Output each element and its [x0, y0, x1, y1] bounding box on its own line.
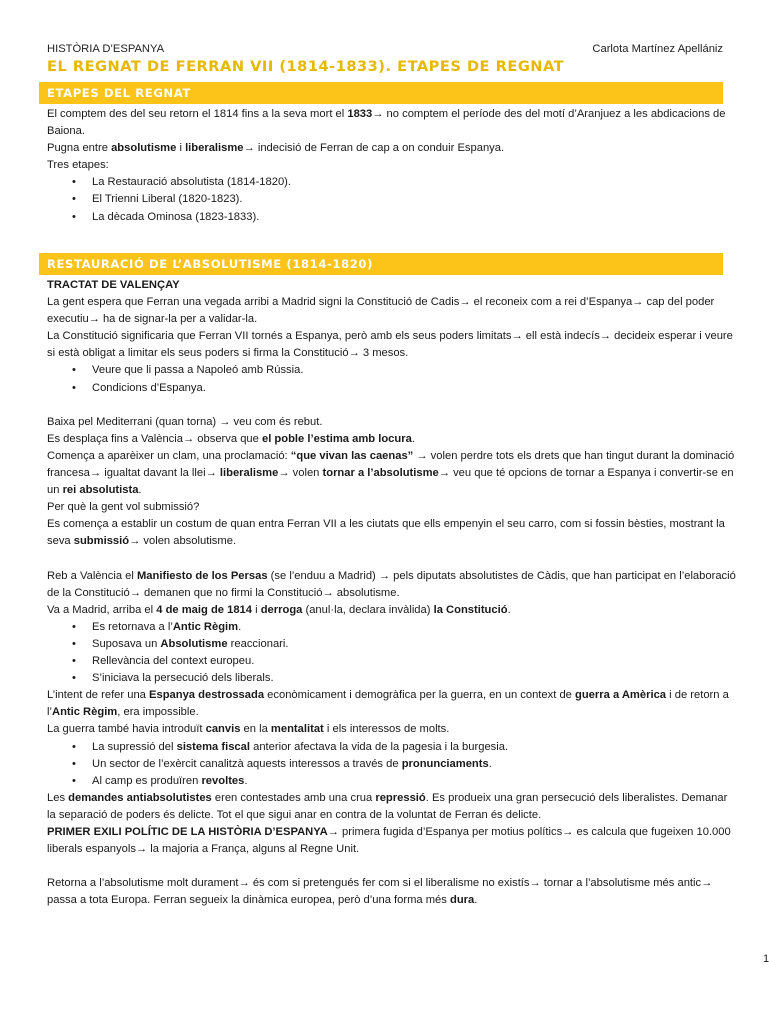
text-run: La Constitució significaria que Ferran VII tornés a Espanya, però amb els seus poders limitats→ ell està indecís→ decideix esperar i veure si està obligat a limitar els seus poders si firma la Constitució→ 3 mesos.	[47, 330, 733, 360]
bullet-item	[47, 619, 737, 636]
text-run: → volen	[278, 467, 323, 480]
document-title: EL REGNAT DE FERRAN VII (1814-1833). ETAPES DE REGNAT	[47, 58, 565, 75]
text-run: i els interessos de molts.	[323, 723, 450, 736]
bold-text: Manifiesto de los Persas	[136, 569, 268, 582]
header-author: Carlota Martínez Apellániz	[592, 43, 723, 55]
text-run: .	[474, 894, 478, 907]
paragraph-spacer	[47, 551, 737, 568]
paragraph	[47, 790, 737, 824]
text-run: Les	[47, 791, 69, 804]
bullet-item	[47, 636, 737, 653]
text-run: . Es produeix una gran persecució dels liberalistes. Demanar la separació de poders és delicte. Tot el que sigui anar en contra de la voluntat de Ferran és delicte.	[47, 791, 728, 821]
bullet-item	[47, 380, 737, 397]
bold-text: Antic Règim	[172, 620, 239, 633]
section-body-restauracio	[47, 277, 737, 909]
text-run: (se l’enduu a Madrid) → pels diputats absolutistes de Càdis, que han participat en l’elaboració de la Constitució→ demanen que no firmi la Constitució→ absolutisme.	[47, 569, 736, 599]
text-run: Es comença a establir un costum de quan entra Ferran VII a les ciutats que ells empenyin el seu carro, com si fossin bèsties, mostrant la seva	[47, 518, 725, 548]
paragraph	[47, 106, 737, 140]
paragraph	[47, 328, 737, 362]
text-run: Baixa pel Mediterrani (quan torna) → veu com és rebut.	[47, 415, 323, 428]
text-run: → volen absolutisme.	[129, 535, 237, 548]
bold-text: 4 de maig de 1814	[156, 603, 253, 616]
text-run: Per què la gent vol submissió?	[47, 501, 200, 514]
section-heading-etapes: ETAPES DEL REGNAT	[39, 82, 723, 104]
paragraph	[47, 140, 737, 157]
bullet-item	[47, 209, 737, 226]
header-subject: HISTÒRIA D’ESPANYA	[47, 43, 165, 55]
text-run: (anul·la, declara invàlida)	[302, 603, 434, 616]
bold-text: demandes antiabsolutistes	[68, 791, 212, 804]
text-run: → veu que té opcions de tornar a Espanya i convertir-se en un	[47, 467, 734, 497]
paragraph	[47, 516, 737, 550]
text-run: → primera fugida d’Espanya per motius polítics→ es calcula que fugeixen 10.000 liberals espanyols→ la majoria a França, alguns al Regne Unit.	[47, 826, 731, 856]
text-run: , era impossible.	[117, 706, 199, 719]
bold-text: “que vivan las caenas”	[290, 449, 414, 462]
bold-text: pronunciaments	[401, 757, 489, 770]
bold-text: TRACTAT DE VALENÇAY	[47, 279, 180, 291]
text-run: Reb a València el	[47, 569, 137, 582]
text-run: Va a Madrid, arriba el	[47, 603, 157, 616]
text-run: Pugna entre	[47, 142, 112, 155]
bold-text: 1833→	[347, 108, 384, 120]
paragraph	[47, 294, 737, 328]
bold-text: la Constitució	[433, 603, 508, 616]
bold-text: mentalitat	[270, 723, 324, 736]
text-run: Rellevància del context europeu.	[92, 655, 255, 668]
bold-text: guerra a Amèrica	[575, 689, 667, 702]
text-run: anterior afectava la vida de la pagesia i la burgesia.	[249, 740, 509, 753]
text-run: .	[507, 603, 511, 616]
text-run: en la	[240, 723, 271, 736]
bold-text: submissió	[73, 535, 130, 548]
text-run: .	[488, 757, 492, 770]
paragraph	[47, 448, 737, 499]
bold-text: liberalisme	[185, 142, 244, 155]
section-heading-restauracio: RESTAURACIÓ DE L’ABSOLUTISME (1814-1820)	[39, 253, 723, 275]
bold-text: revoltes	[201, 774, 245, 787]
text-run: La gent espera que Ferran una vegada arribi a Madrid signi la Constitució de Cadis→ el reconeix com a rei d’Espanya→ cap del poder executiu→ ha de signar-la per a validar-la.	[47, 296, 715, 326]
paragraph	[47, 687, 737, 721]
paragraph	[47, 277, 737, 294]
bold-text: canvis	[205, 723, 241, 736]
text-run: Es retornava a l’	[92, 620, 173, 633]
text-run: i	[252, 603, 261, 616]
text-run: i	[176, 142, 186, 155]
text-run: econòmicament i demogràfica per la guerra, en un context de	[264, 689, 576, 702]
paragraph	[47, 431, 737, 448]
bullet-item	[47, 773, 737, 790]
bold-text: Antic Règim	[51, 706, 118, 719]
text-run: → indecisió de Ferran de cap a on conduir Espanya.	[243, 142, 505, 155]
text-run: Suposava un	[92, 637, 161, 650]
bullet-item	[47, 670, 737, 687]
bold-text: sistema fiscal	[176, 740, 250, 753]
text-run: Veure que li passa a Napoleó amb Rússia.	[92, 364, 304, 377]
text-run: La supressió del	[92, 740, 177, 753]
text-run: S’iniciava la persecució dels liberals.	[92, 672, 274, 685]
text-run: no comptem el període des del motí d’Aranjuez a les abdicacions de Baiona.	[47, 108, 726, 138]
text-run: L’intent de refer una	[47, 689, 150, 702]
text-run: .	[244, 774, 248, 787]
paragraph	[47, 721, 737, 738]
text-run: El comptem des del seu retorn el 1814 fins a la seva mort el	[47, 108, 348, 120]
paragraph	[47, 824, 737, 858]
text-run: .	[138, 484, 142, 497]
bold-text: liberalisme	[219, 467, 279, 480]
bold-text: tornar a l’absolutisme	[322, 467, 439, 480]
bold-text: repressió	[375, 791, 426, 804]
running-header	[47, 43, 723, 55]
section-body-etapes	[47, 106, 737, 226]
bullet-item	[47, 362, 737, 379]
paragraph	[47, 414, 737, 431]
bold-text: rei absolutista	[62, 484, 139, 497]
page-number: 1	[763, 953, 769, 965]
text-run: → volen perdre tots els drets que han tingut durant la dominació francesa→ igualtat davant la llei→	[47, 449, 735, 480]
text-run: Comença a aparèixer un clam, una proclamació:	[47, 449, 291, 462]
text-run: Condicions d’Espanya.	[92, 381, 206, 394]
paragraph	[47, 157, 737, 174]
text-run: El Trienni Liberal (1820-1823).	[92, 193, 243, 206]
bullet-item	[47, 653, 737, 670]
bold-text: Espanya destrossada	[149, 689, 265, 702]
text-run: La Restauració absolutista (1814-1820).	[92, 176, 292, 189]
bullet-item	[47, 756, 737, 773]
paragraph	[47, 499, 737, 516]
text-run: .	[411, 432, 415, 445]
bold-text: el poble l’estima amb locura	[261, 432, 412, 445]
text-run: Un sector de l’exèrcit canalitzà aquests interessos a través de	[92, 757, 402, 770]
text-run: La guerra també havia introduït	[47, 723, 206, 736]
text-run: Es desplaça fins a València→ observa que	[47, 432, 262, 445]
bullet-item	[47, 174, 737, 191]
paragraph-spacer	[47, 397, 737, 414]
text-run: i de retorn a l’	[47, 689, 729, 719]
paragraph-spacer	[47, 858, 737, 875]
text-run: eren contestades amb una crua	[211, 791, 376, 804]
text-run: Al camp es produïren	[92, 774, 202, 787]
bullet-item	[47, 739, 737, 756]
paragraph	[47, 602, 737, 619]
bold-text: derroga	[260, 603, 303, 616]
paragraph	[47, 568, 737, 602]
text-run: La dècada Ominosa (1823-1833).	[92, 210, 260, 223]
text-run: reaccionari.	[227, 637, 289, 650]
text-run: Retorna a l’absolutisme molt durament→ és com si pretengués fer com si el liberalisme no existís→ tornar a l’absolutisme més antic→ passa a tota Europa. Ferran segueix la dinàmica europea, però d’una forma més	[47, 877, 713, 907]
text-run: .	[238, 620, 242, 633]
text-run: Tres etapes:	[47, 159, 109, 172]
bullet-item	[47, 191, 737, 208]
bold-text: absolutisme	[111, 142, 177, 155]
bold-text: Absolutisme	[160, 637, 228, 650]
paragraph	[47, 875, 737, 909]
bold-text: PRIMER EXILI POLÍTIC DE LA HISTÒRIA D’ESPANYA	[47, 826, 328, 838]
bold-text: dura	[449, 894, 475, 907]
